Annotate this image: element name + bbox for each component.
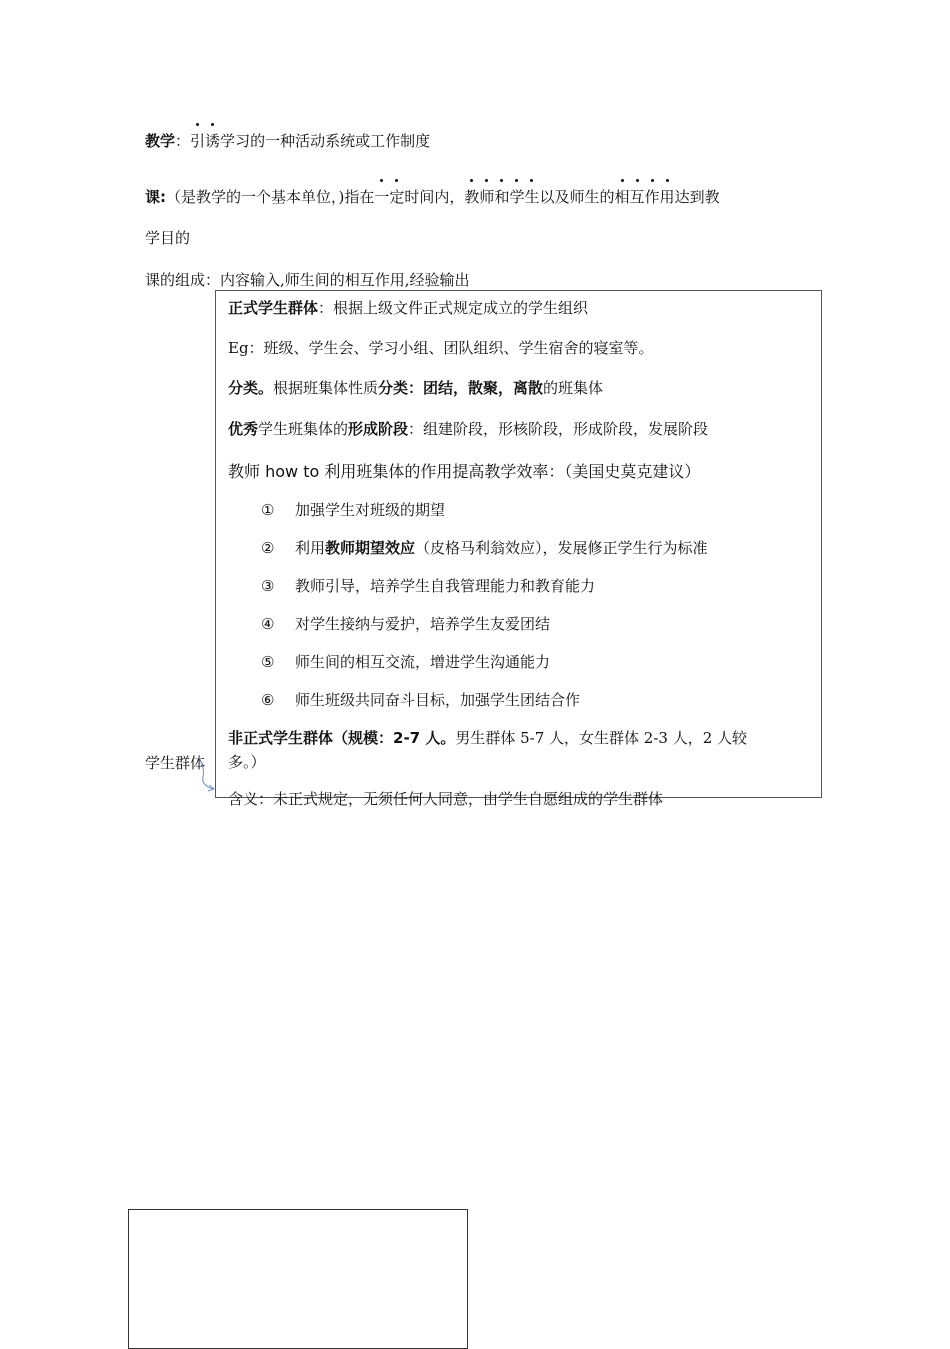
definition-teaching — [145, 130, 430, 151]
student-group-label: 学生群体 — [145, 754, 206, 772]
emphasis-char: 用 — [659, 188, 675, 206]
emphasis-char: 相 — [614, 188, 630, 206]
suggestion-text: 对学生接纳与爱护，培养学生友爱团结 — [295, 615, 551, 633]
lesson-text-a: （是教学的一个基本单位，)指在 — [166, 188, 375, 206]
emphasis-char: 作 — [644, 188, 660, 206]
term-lesson: 课: — [145, 188, 166, 206]
emphasis-time — [374, 188, 404, 206]
emphasis-char: 互 — [629, 188, 645, 206]
informal-group-size: 男生群体 5-7 人，女生群体 2-3 人，2 人较 — [455, 729, 748, 747]
lesson-text-c: 以及师生的 — [539, 188, 615, 206]
suggestion-text-rest: （皮格马利翁效应），发展修正学生行为标准 — [415, 539, 708, 557]
classification-line — [228, 377, 603, 398]
suggestion-number: ④ — [261, 615, 275, 633]
suggestion-text: 师生班级共同奋斗目标，加强学生团结合作 — [295, 691, 581, 709]
classification-types: 分类：团结，散聚，离散 — [378, 379, 544, 397]
informal-group-line — [228, 727, 747, 748]
emphasis-char: 生 — [524, 188, 540, 206]
suggestion-number: ① — [261, 501, 275, 519]
informal-group-size-continued: 多。） — [228, 753, 266, 771]
suggestion-item — [261, 499, 445, 520]
formal-group-definition: ：根据上级文件正式规定成立的学生组织 — [318, 299, 589, 317]
efficiency-heading: 教师 how to 利用班集体的作用提高教学效率：（美国史莫克建议） — [228, 462, 701, 481]
suggestion-text: 加强学生对班级的期望 — [295, 501, 446, 519]
classification-term: 分类。 — [228, 379, 274, 397]
formation-text-a: 学生班集体的 — [258, 420, 349, 438]
formation-stages-line — [228, 418, 708, 439]
emphasis-teacher-student — [464, 188, 539, 206]
suggestion-text: 教师引导，培养学生自我管理能力和教育能力 — [295, 577, 596, 595]
lesson-text-b: 时间内， — [404, 188, 465, 206]
informal-group-definition-cut: 含义：未正式规定，无须任何人同意，由学生自愿组成的学生群体 — [228, 790, 664, 808]
formation-stages-list: ：组建阶段，形核阶段，形成阶段，发展阶段 — [408, 420, 709, 438]
empty-frame — [128, 1209, 468, 1349]
lesson-text-d: 达到教 — [674, 188, 720, 206]
suggestion-text: 师生间的相互交流，增进学生沟通能力 — [295, 653, 551, 671]
suggestion-item — [261, 575, 595, 596]
emphasis-dot-text — [190, 132, 220, 150]
lesson-text-continued: 学目的 — [145, 229, 191, 247]
informal-group-term: 非正式学生群体（规模：2-7 人。 — [228, 729, 456, 747]
term-teaching: 教学 — [145, 132, 176, 150]
suggestion-item — [261, 537, 708, 558]
emphasis-char: 引 — [190, 132, 206, 150]
emphasis-char: 定 — [389, 188, 405, 206]
suggestion-number: ② — [261, 539, 275, 557]
formal-group-line — [228, 297, 588, 318]
lesson-composition: 课的组成：内容输入,师生间的相互作用,经验输出 — [145, 271, 470, 289]
formation-stages-term: 形成阶段 — [348, 420, 409, 438]
emphasis-char: 一 — [374, 188, 390, 206]
suggestion-item — [261, 689, 580, 710]
definition-text: 学习的一种活动系统或工作制度 — [220, 132, 431, 150]
suggestion-number: ⑤ — [261, 653, 275, 671]
formal-group-examples: Eg：班级、学生会、学习小组、团队组织、学生宿舍的寝室等。 — [228, 339, 654, 357]
student-group-textbox — [215, 290, 822, 808]
emphasis-char: 和 — [494, 188, 510, 206]
classification-text-b: 的班集体 — [543, 379, 604, 397]
separator: ： — [175, 132, 191, 150]
suggestion-bold-term: 教师期望效应 — [325, 539, 416, 557]
emphasis-interaction — [615, 188, 675, 206]
excellent-term: 优秀 — [228, 420, 259, 438]
suggestion-number: ⑥ — [261, 691, 275, 709]
emphasis-char: 学 — [509, 188, 525, 206]
suggestion-text: 利用 — [295, 539, 326, 557]
emphasis-char: 诱 — [205, 132, 221, 150]
emphasis-induce — [190, 132, 220, 150]
emphasis-char: 师 — [479, 188, 495, 206]
emphasis-char: 教 — [464, 188, 480, 206]
formal-group-term: 正式学生群体 — [228, 299, 319, 317]
suggestion-item — [261, 613, 550, 634]
definition-lesson — [145, 186, 720, 207]
classification-text-a: 根据班集体性质 — [273, 379, 379, 397]
suggestion-item — [261, 651, 550, 672]
suggestion-number: ③ — [261, 577, 275, 595]
